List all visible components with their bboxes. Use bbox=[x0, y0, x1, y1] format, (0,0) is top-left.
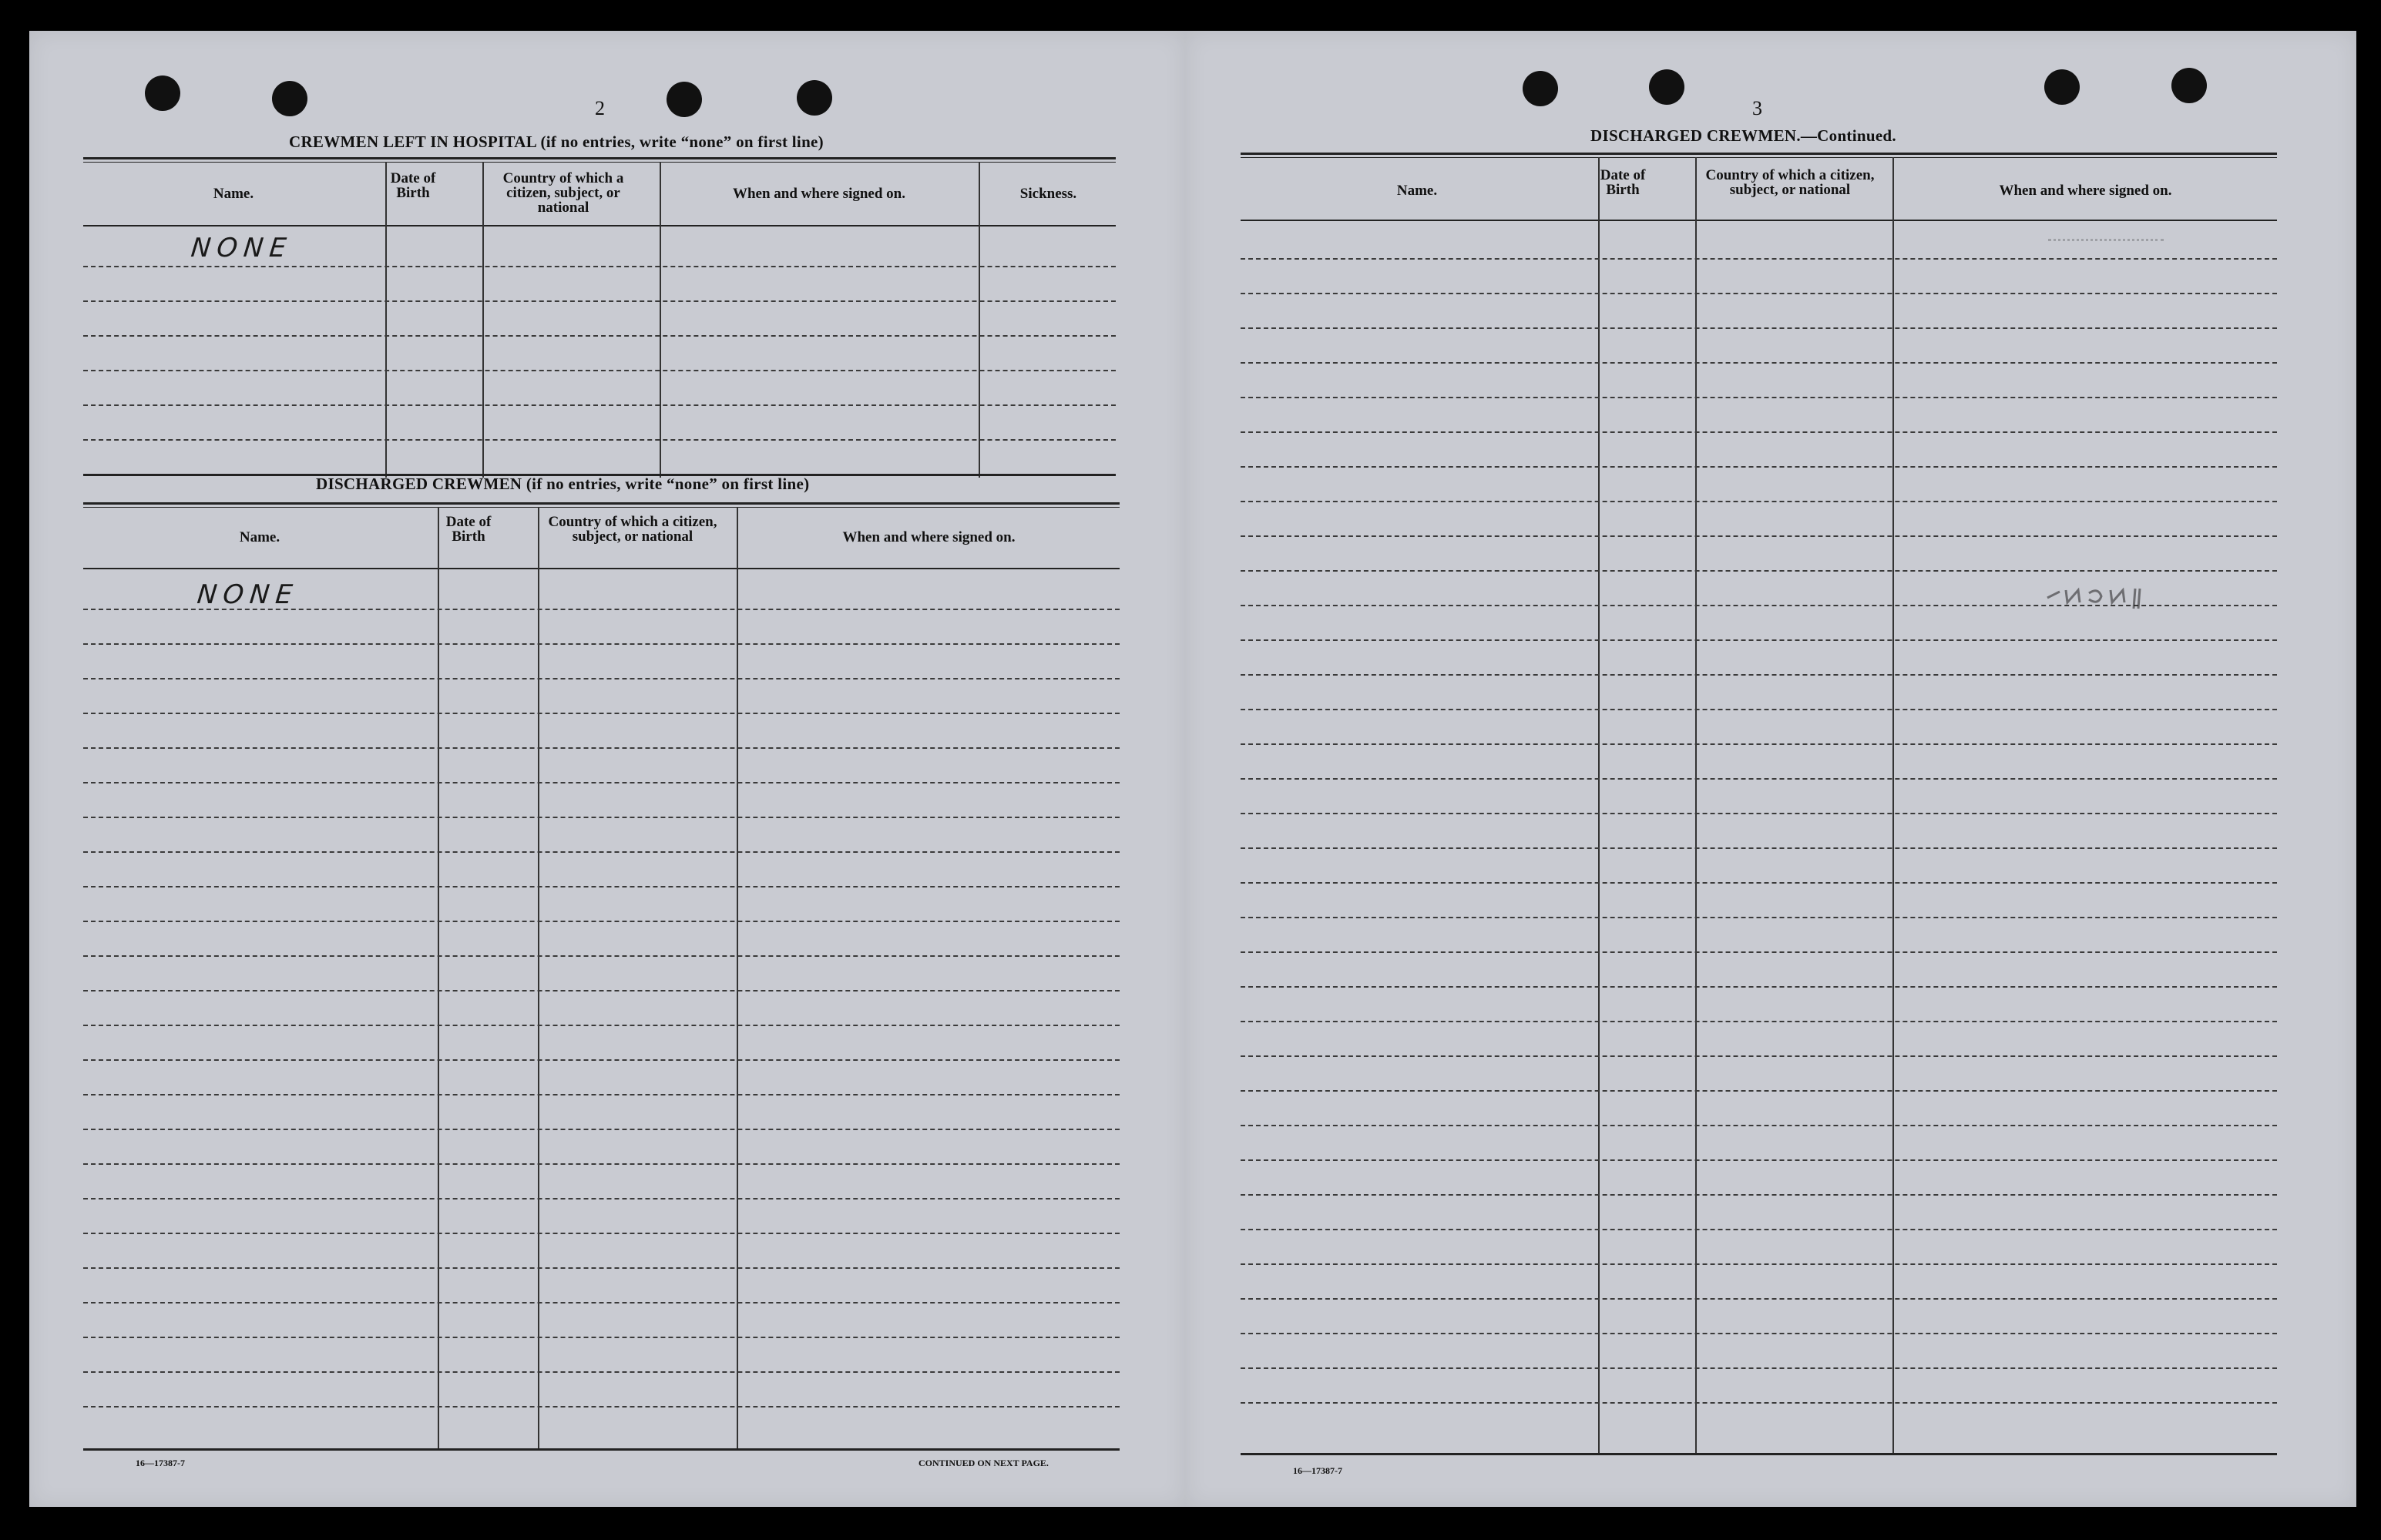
entry-line bbox=[83, 1406, 1120, 1407]
entry-line bbox=[1241, 1263, 2277, 1265]
entry-line bbox=[83, 713, 1120, 714]
column-header-country: Country of which a citizen, subject, or national bbox=[1705, 167, 1875, 198]
entry-line bbox=[83, 439, 1116, 441]
entry-line bbox=[83, 817, 1120, 818]
entry-line bbox=[1241, 951, 2277, 953]
column-divider bbox=[979, 162, 980, 478]
entry-line bbox=[83, 643, 1120, 645]
column-divider bbox=[1598, 157, 1600, 1455]
entry-line bbox=[83, 886, 1120, 887]
punch-hole bbox=[2044, 69, 2080, 105]
entry-line bbox=[1241, 501, 2277, 502]
entry-line bbox=[1241, 258, 2277, 260]
section-bottom-rule bbox=[83, 1448, 1120, 1451]
entry-line bbox=[83, 1302, 1120, 1303]
top-rule bbox=[83, 157, 1116, 159]
left-page bbox=[29, 31, 1185, 1507]
entry-line bbox=[1241, 847, 2277, 849]
entry-line bbox=[83, 1163, 1120, 1165]
entry-line bbox=[1241, 1229, 2277, 1230]
header-rule bbox=[1241, 220, 2277, 221]
entry-line bbox=[83, 1371, 1120, 1373]
entry-line bbox=[83, 1025, 1120, 1026]
entry-line bbox=[83, 1059, 1120, 1061]
entry-line bbox=[83, 404, 1116, 406]
entry-line bbox=[83, 335, 1116, 337]
punch-hole bbox=[797, 80, 832, 116]
entry-line bbox=[83, 678, 1120, 679]
entry-line bbox=[1241, 535, 2277, 537]
column-divider bbox=[385, 162, 387, 478]
entry-line bbox=[1241, 362, 2277, 364]
entry-line bbox=[83, 990, 1120, 991]
punch-hole bbox=[667, 82, 702, 117]
entry-line bbox=[1241, 397, 2277, 398]
entry-line bbox=[83, 300, 1116, 302]
column-divider bbox=[660, 162, 661, 478]
entry-line bbox=[1241, 986, 2277, 988]
column-header-country: Country of which a citizen, subject, or national bbox=[502, 170, 624, 216]
column-header-name: Name. bbox=[213, 186, 254, 202]
handwritten-entry: NONE bbox=[195, 579, 301, 610]
entry-line bbox=[1241, 917, 2277, 918]
column-divider bbox=[1892, 157, 1894, 1455]
entry-line bbox=[1241, 1159, 2277, 1161]
entry-line bbox=[1241, 813, 2277, 814]
column-header-dob: Date of Birth bbox=[1600, 167, 1646, 198]
column-header-country: Country of which a citizen, subject, or national bbox=[548, 514, 717, 545]
entry-line bbox=[83, 1198, 1120, 1199]
punch-hole bbox=[145, 75, 180, 111]
entry-line bbox=[83, 747, 1120, 749]
entry-line bbox=[1241, 1402, 2277, 1404]
punch-hole bbox=[1523, 71, 1558, 106]
entry-line bbox=[83, 1337, 1120, 1338]
handwritten-entry: NONE bbox=[189, 233, 294, 263]
entry-line bbox=[83, 851, 1120, 853]
entry-line bbox=[1241, 674, 2277, 676]
column-header-signed: When and where signed on. bbox=[842, 529, 1016, 545]
top-rule bbox=[83, 502, 1120, 505]
discharged-section-title: DISCHARGED CREWMEN (if no entries, write “none” on first line) bbox=[316, 475, 810, 493]
entry-line bbox=[83, 266, 1116, 267]
entry-line bbox=[1241, 1298, 2277, 1300]
entry-line bbox=[1241, 778, 2277, 780]
discharged-continued-title: DISCHARGED CREWMEN.—Continued. bbox=[1590, 126, 1896, 145]
entry-line bbox=[1241, 1021, 2277, 1022]
punch-hole bbox=[2171, 68, 2207, 103]
entry-line bbox=[1241, 466, 2277, 468]
entry-line bbox=[1241, 293, 2277, 294]
column-header-dob: Date of Birth bbox=[445, 514, 492, 545]
entry-line bbox=[1241, 570, 2277, 572]
continued-note: CONTINUED ON NEXT PAGE. bbox=[918, 1458, 1049, 1468]
form-number: 16—17387-7 bbox=[1293, 1465, 1342, 1476]
column-divider bbox=[737, 507, 738, 1451]
top-rule bbox=[83, 162, 1116, 163]
entry-line bbox=[1241, 1090, 2277, 1092]
column-header-name: Name. bbox=[239, 529, 280, 545]
hospital-section-title: CREWMEN LEFT IN HOSPITAL (if no entries, write “none” on first line) bbox=[289, 133, 824, 151]
entry-line bbox=[83, 782, 1120, 783]
entry-line bbox=[1241, 327, 2277, 329]
entry-line bbox=[83, 1267, 1120, 1269]
column-header-name: Name. bbox=[1396, 183, 1438, 199]
form-number: 16—17387-7 bbox=[136, 1458, 185, 1468]
entry-line bbox=[1241, 1125, 2277, 1126]
entry-line bbox=[83, 921, 1120, 922]
entry-line bbox=[1241, 639, 2277, 641]
bleed-through-mark bbox=[2048, 239, 2164, 257]
bleed-through-mark bbox=[2044, 585, 2175, 612]
entry-line bbox=[1241, 1055, 2277, 1057]
page-number: 2 bbox=[595, 97, 605, 119]
entry-line bbox=[1241, 431, 2277, 433]
punch-hole bbox=[272, 81, 307, 116]
page-number: 3 bbox=[1752, 97, 1762, 119]
entry-line bbox=[83, 1129, 1120, 1130]
entry-line bbox=[1241, 1333, 2277, 1334]
entry-line bbox=[1241, 1367, 2277, 1369]
section-bottom-rule bbox=[1241, 1453, 2277, 1455]
right-page bbox=[1185, 31, 2356, 1507]
column-header-signed: When and where signed on. bbox=[732, 186, 905, 202]
punch-hole bbox=[1649, 69, 1684, 105]
column-header-dob: Date of Birth bbox=[390, 170, 436, 201]
entry-line bbox=[1241, 882, 2277, 884]
entry-line bbox=[83, 370, 1116, 371]
column-header-sickness: Sickness. bbox=[1019, 186, 1077, 202]
entry-line bbox=[1241, 1194, 2277, 1196]
column-divider bbox=[538, 507, 539, 1451]
top-rule bbox=[1241, 157, 2277, 158]
header-rule bbox=[83, 568, 1120, 569]
column-divider bbox=[1695, 157, 1697, 1455]
entry-line bbox=[1241, 709, 2277, 710]
entry-line bbox=[83, 1233, 1120, 1234]
entry-line bbox=[83, 1094, 1120, 1095]
entry-line bbox=[83, 955, 1120, 957]
entry-line bbox=[1241, 743, 2277, 745]
column-divider bbox=[438, 507, 439, 1451]
column-header-signed: When and where signed on. bbox=[1999, 183, 2172, 199]
header-rule bbox=[83, 225, 1116, 226]
top-rule bbox=[83, 507, 1120, 508]
top-rule bbox=[1241, 153, 2277, 155]
column-divider bbox=[482, 162, 484, 478]
